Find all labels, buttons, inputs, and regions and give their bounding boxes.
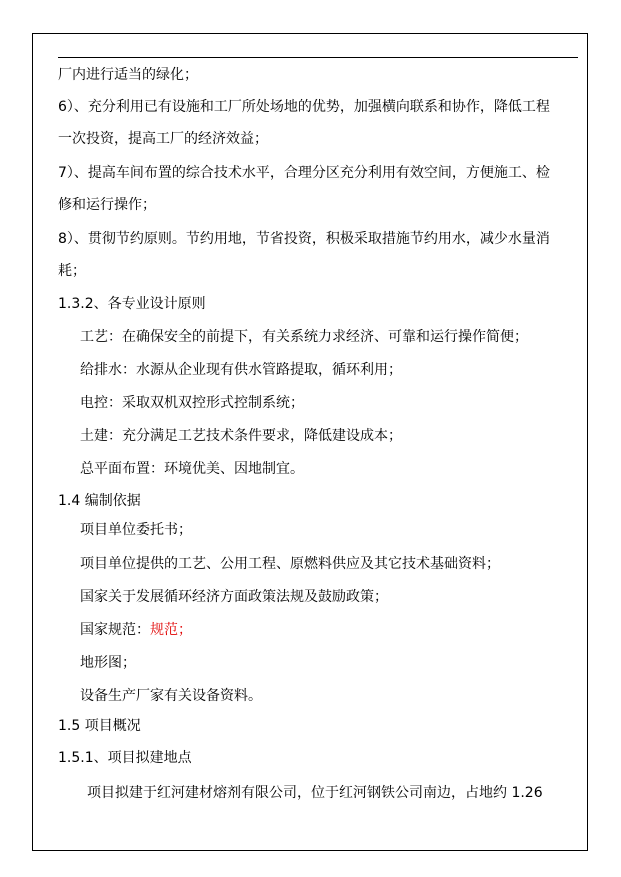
principle-item: 给排水：水源从企业现有供水管路提取，循环利用； [80, 362, 402, 378]
basis-item: 国家关于发展循环经济方面政策法规及鼓励政策； [80, 589, 388, 605]
text-line: 7）、提高车间布置的综合技术水平，合理分区充分利用有效空间，方便施工、检 [58, 165, 550, 181]
text-line: 厂内进行适当的绿化； [58, 67, 198, 83]
principle-item: 总平面布置：环境优美、因地制宜。 [80, 461, 304, 477]
basis-item: 地形图； [80, 655, 136, 671]
basis-item: 项目单位委托书； [80, 522, 192, 538]
text-line: 一次投资，提高工厂的经济效益； [58, 131, 268, 147]
codes-value: 规范 [150, 622, 178, 638]
text-line: 6）、充分利用已有设施和工厂所处场地的优势，加强横向联系和协作，降低工程 [58, 99, 550, 115]
section-heading: 1.5.1、项目拟建地点 [58, 750, 192, 766]
principle-item: 电控：采取双机双控形式控制系统； [80, 395, 304, 411]
text-line: 8）、贯彻节约原则。节约用地，节省投资，积极采取措施节约用水，减少水量消 [58, 231, 550, 247]
header-rule [58, 57, 578, 58]
codes-label: 国家规范： [80, 622, 150, 638]
location-text: 项目拟建于红河建材熔剂有限公司，位于红河钢铁公司南边，占地约 1.26 [87, 785, 543, 801]
principle-item: 土建：充分满足工艺技术条件要求，降低建设成本； [80, 428, 402, 444]
basis-item-codes [80, 620, 192, 640]
section-heading: 1.5 项目概况 [58, 718, 141, 734]
principle-item: 工艺：在确保安全的前提下，有关系统力求经济、可靠和运行操作简便； [80, 329, 528, 345]
section-heading: 1.4 编制依据 [58, 493, 141, 509]
text-line: 修和运行操作； [58, 197, 156, 213]
codes-end: ； [178, 622, 192, 638]
text-line: 耗； [58, 263, 86, 279]
basis-item: 设备生产厂家有关设备资料。 [80, 688, 262, 704]
basis-item: 项目单位提供的工艺、公用工程、原燃料供应及其它技术基础资料； [80, 556, 500, 572]
section-heading: 1.3.2、各专业设计原则 [58, 296, 206, 312]
